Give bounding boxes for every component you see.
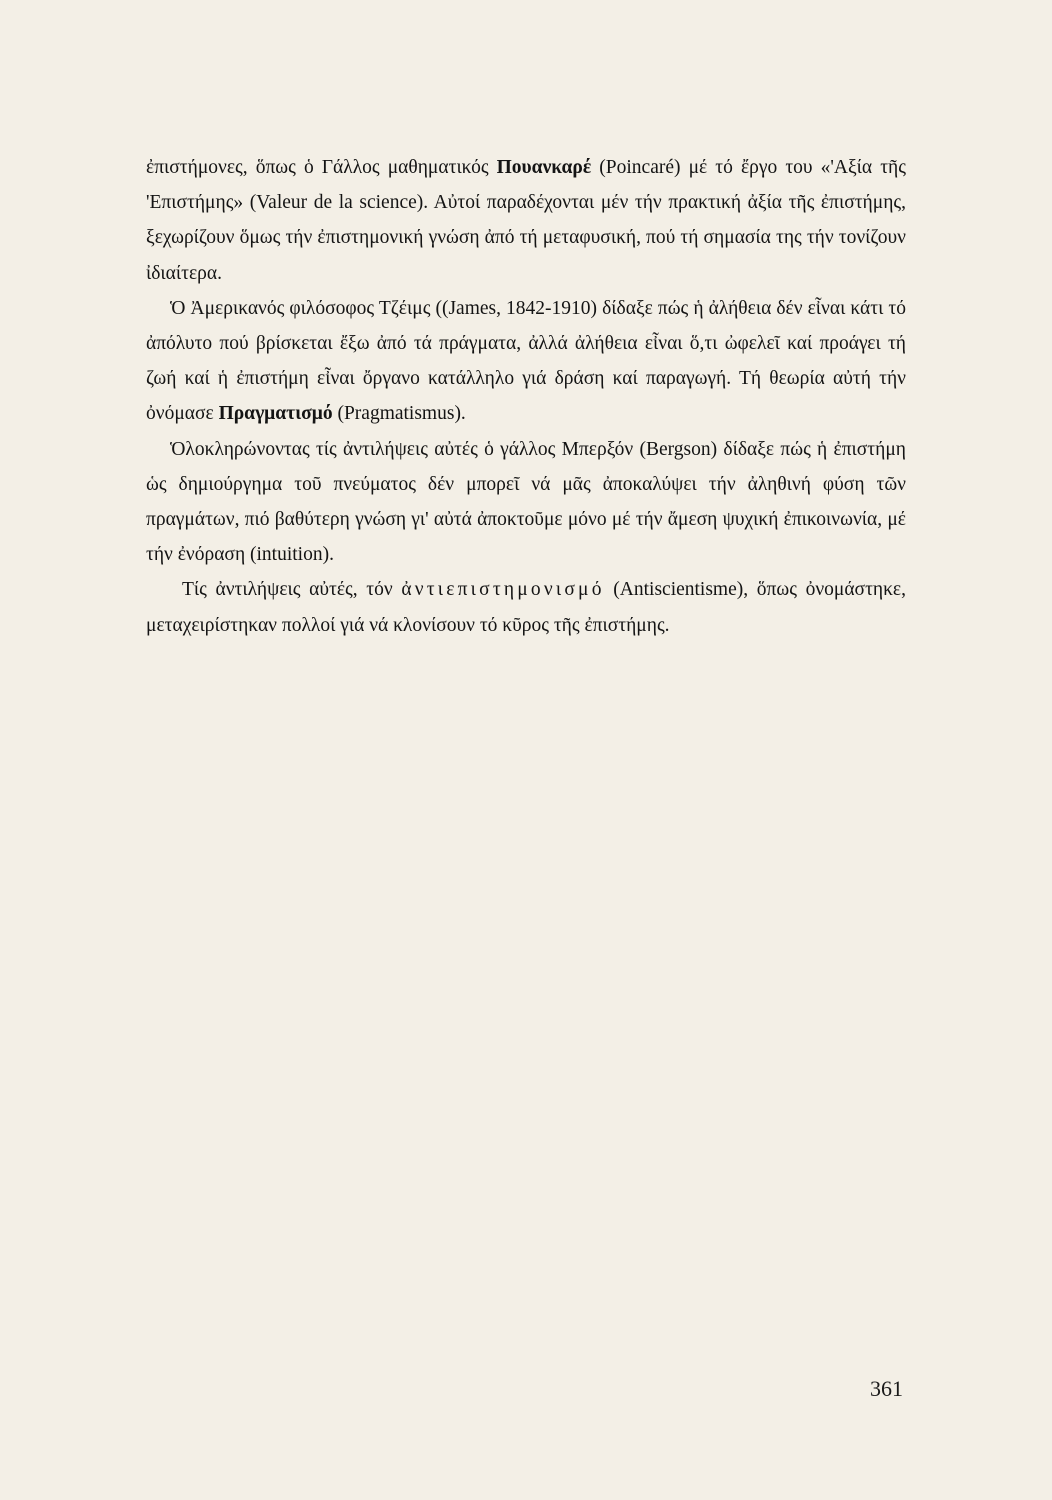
paragraph-4-text-c: (Antiscientisme), ὅπως ὀνομάστηκε, μεταχειρίστηκαν πολλοί γιά νά κλονίσουν τό κῦρος τῆς ἐπιστήμης.: [146, 579, 906, 636]
paragraph-1: [146, 150, 906, 291]
paragraph-3-text-a: Ὁλοκληρώνοντας τίς ἀντιλήψεις αὐτές ὁ γάλλος Μπερξόν (Bergson) δίδαξε πώς ἡ ἐπιστήμη ὡς δημιούργημα τοῦ πνεύματος δέν μπορεῖ νά μᾶς ἀποκαλύψει τήν ἀληθινή φύση τῶν πραγμάτων, πιό βαθύτερη γνώση γι' αὐτά ἀποκτοῦμε μόνο μέ τήν ἄμεση ψυχική ἐπικοινωνία, μέ τήν ἐνόραση (intuition).: [146, 438, 906, 566]
paragraph-1-text-c: (Poincaré) μέ τό ἔργο του «'Αξία τῆς 'Επιστήμης» (Valeur de la science). Αὐτοί παραδέχονται μέν τήν πρακτική ἀξία τῆς ἐπιστήμης, ξεχωρίζουν ὅμως τήν ἐπιστημονική γνώση ἀπό τή μεταφυσική, πού τή σημασία της τήν τονίζουν ἰδιαίτερα.: [146, 157, 906, 284]
paragraph-2: [146, 291, 906, 432]
term-antiscientism: ἀντιεπιστημονισμό: [401, 579, 605, 601]
paragraph-2-text-c: (Pragmatismus).: [332, 403, 466, 425]
paragraph-3: [146, 432, 906, 573]
paragraph-4: [146, 572, 906, 642]
body-text: [146, 150, 906, 643]
paragraph-2-text-a: Ὁ Ἀμερικανός φιλόσοφος Τζέιμς ((James, 1842-1910) δίδαξε πώς ἡ ἀλήθεια δέν εἶναι κάτι τό ἀπόλυτο πού βρίσκεται ἔξω ἀπό τά πράγματα, ἀλλά ἀλήθεια εἶναι ὅ,τι ὠφελεῖ καί προάγει τή ζωή καί ἡ ἐπιστήμη εἶναι ὄργανο κατάλληλο γιά δράση καί παραγωγή. Τή θεωρία αὐτή τήν ὀνόμασε: [146, 297, 906, 425]
term-poincare: Πουανκαρέ: [496, 157, 592, 178]
paragraph-4-text-a: Τίς ἀντιλήψεις αὐτές, τόν: [182, 579, 402, 601]
page-number: 361: [870, 1376, 903, 1401]
term-pragmatism: Πραγματισμό: [218, 403, 333, 425]
paragraph-1-text-a: ἐπιστήμονες, ὅπως ὁ Γάλλος μαθηματικός: [146, 157, 497, 178]
